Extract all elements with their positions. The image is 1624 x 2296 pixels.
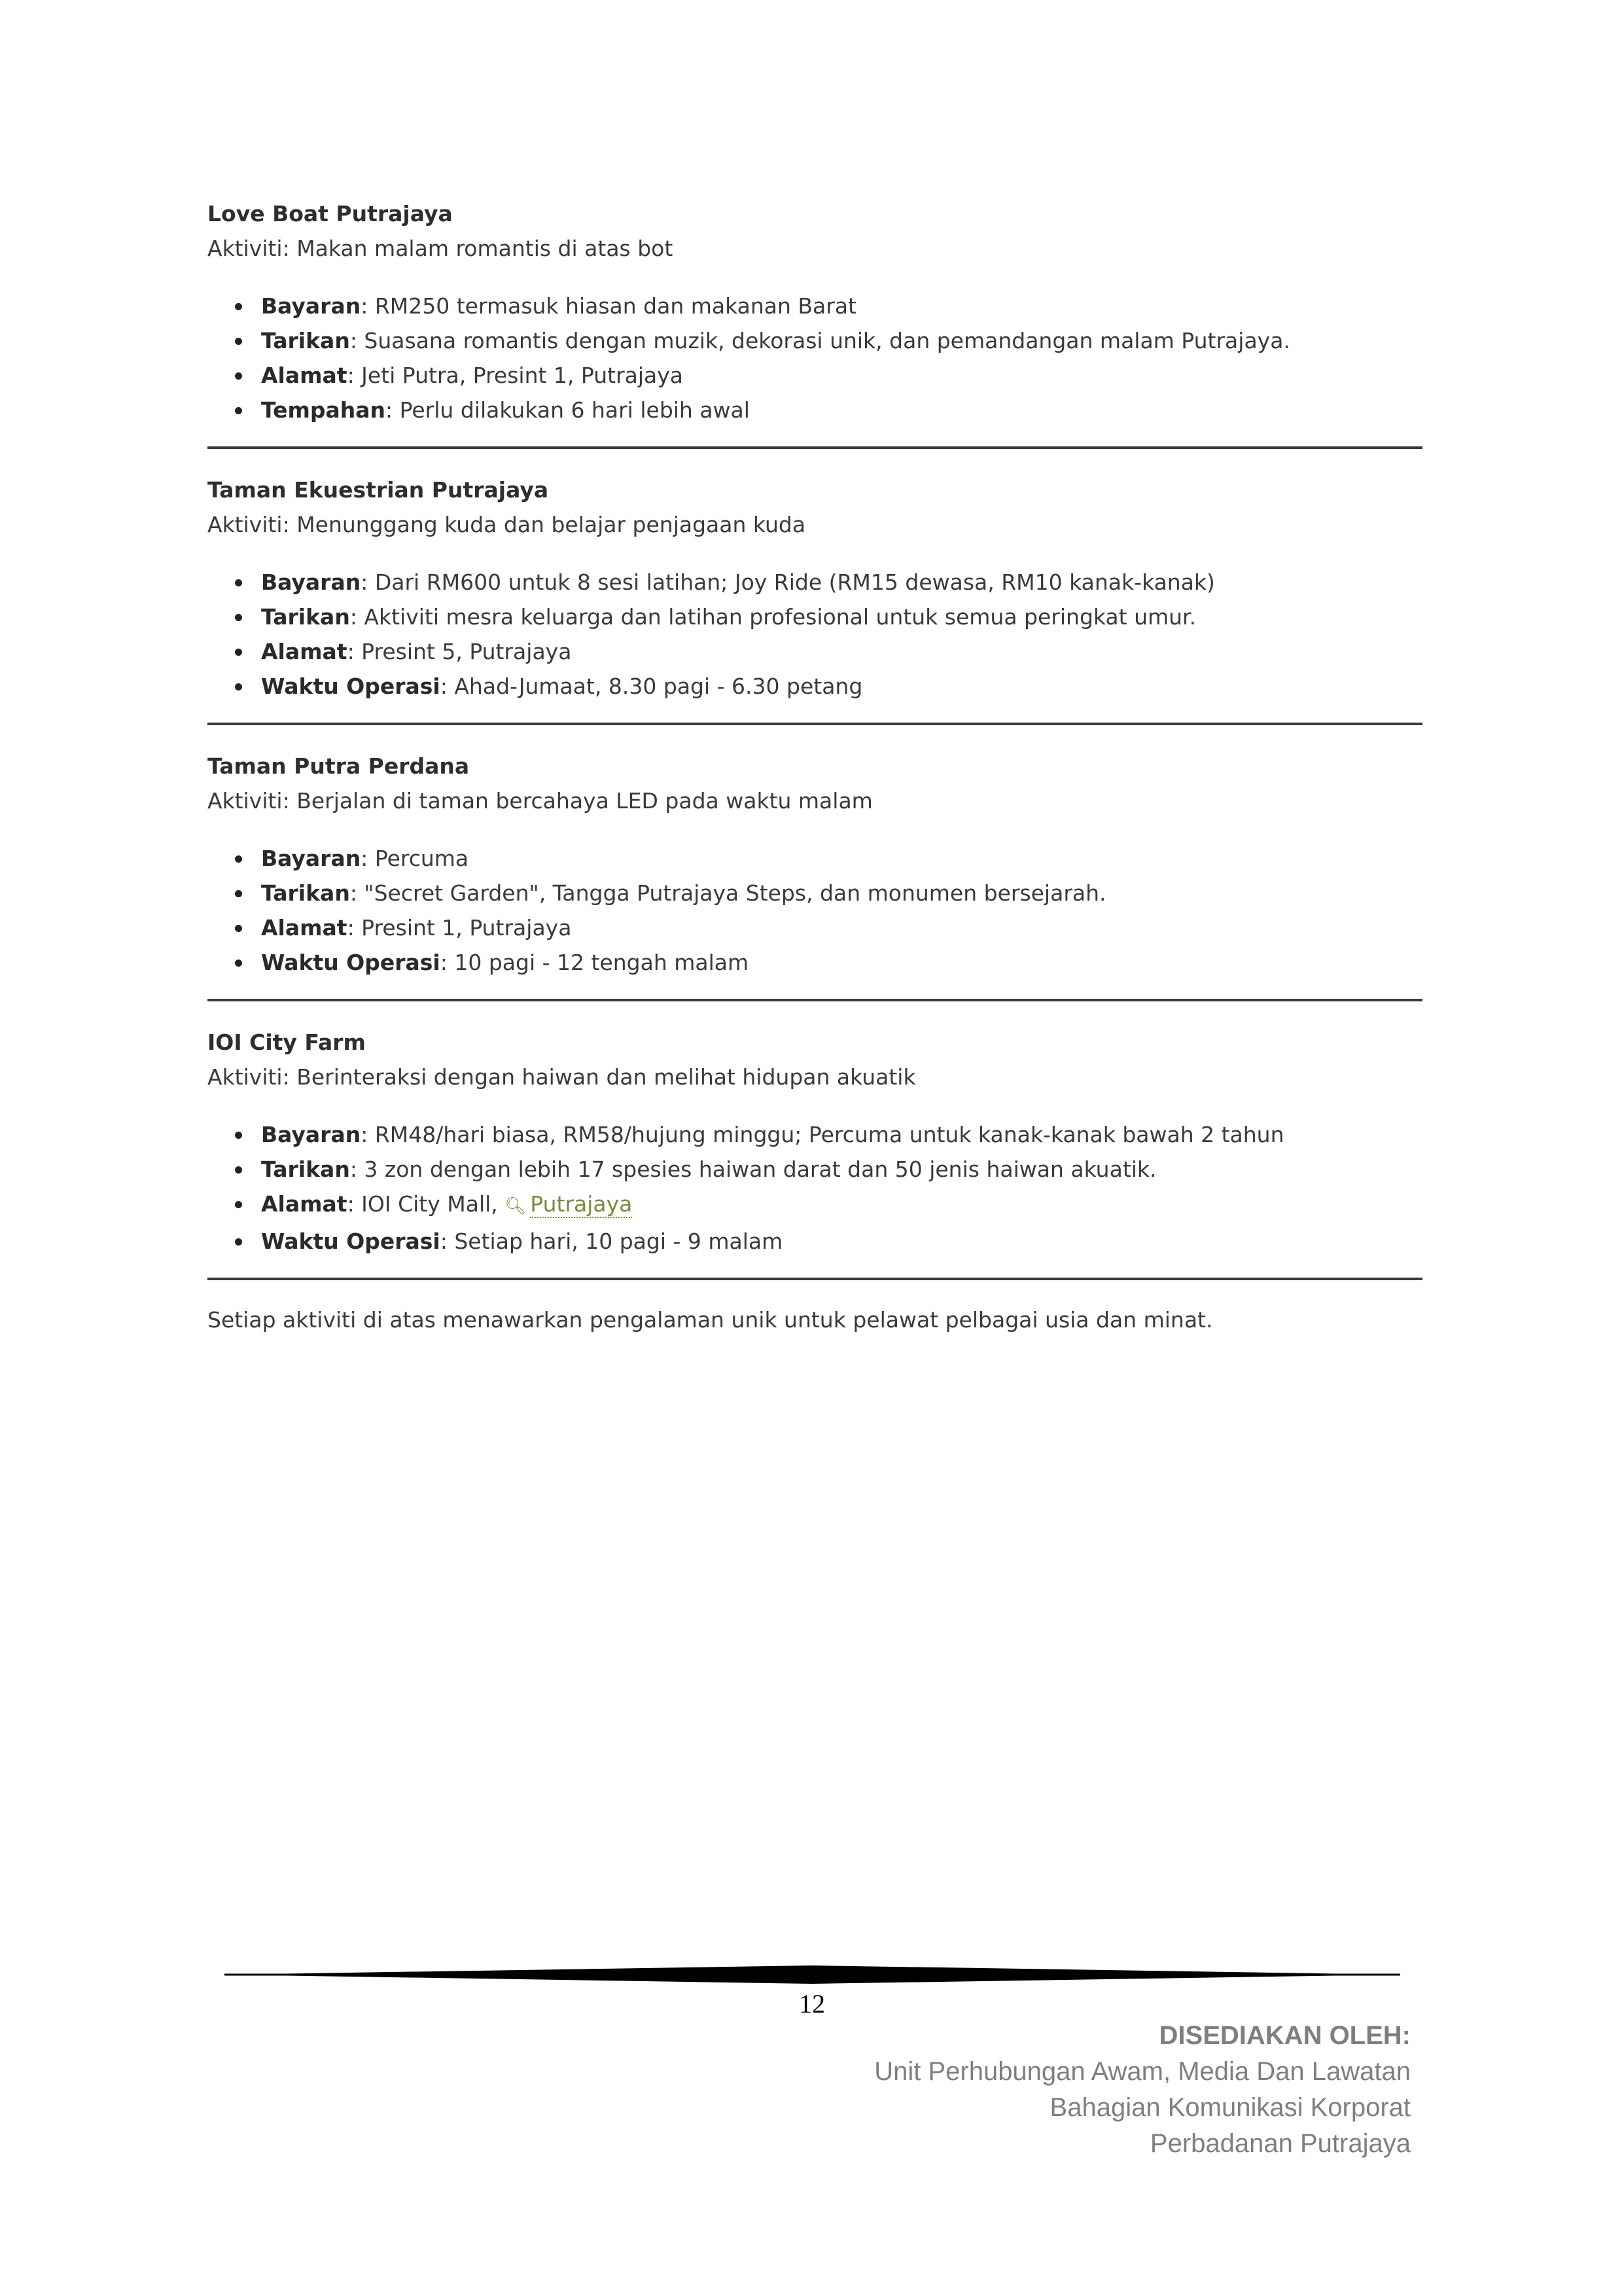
list-item	[261, 876, 1422, 910]
item-text: : 10 pagi - 12 tengah malam	[440, 950, 749, 975]
item-label: Tempahan	[261, 397, 386, 423]
item-text: : "Secret Garden", Tangga Putrajaya Steps, dan monumen bersejarah.	[349, 880, 1106, 906]
section-title: Taman Putra Perdana	[207, 753, 470, 779]
list-item	[261, 323, 1422, 358]
item-text: : Ahad-Jumaat, 8.30 pagi - 6.30 petang	[440, 673, 863, 699]
prepared-by-label: DISEDIAKAN OLEH:	[1159, 2021, 1411, 2050]
item-text: : IOI City Mall,	[347, 1191, 505, 1217]
item-label: Tarikan	[261, 604, 350, 630]
section-divider	[207, 446, 1422, 449]
detail-list	[207, 289, 1422, 427]
list-item	[261, 945, 1422, 980]
prepared-by-line: Bahagian Komunikasi Korporat	[1050, 2093, 1411, 2122]
item-text: : Setiap hari, 10 pagi - 9 malam	[440, 1229, 783, 1254]
detail-list	[207, 841, 1422, 980]
prepared-by-line: Unit Perhubungan Awam, Media Dan Lawatan	[874, 2057, 1411, 2086]
section-title: Love Boat Putrajaya	[207, 201, 453, 226]
item-label: Alamat	[261, 1191, 347, 1217]
item-text: : Percuma	[361, 846, 469, 871]
item-label: Waktu Operasi	[261, 950, 440, 975]
section-divider	[207, 999, 1422, 1001]
footer-divider	[224, 1965, 1400, 1984]
item-label: Waktu Operasi	[261, 1229, 440, 1254]
item-text: : Perlu dilakukan 6 hari lebih awal	[385, 397, 750, 423]
list-item	[261, 1187, 1422, 1224]
prepared-by-block	[874, 2018, 1411, 2162]
item-text: : Jeti Putra, Presint 1, Putrajaya	[347, 363, 683, 388]
item-label: Alamat	[261, 639, 347, 664]
section-divider	[207, 1278, 1422, 1280]
page-number: 12	[799, 1989, 825, 2018]
list-item	[261, 1117, 1422, 1152]
item-text: : RM250 termasuk hiasan dan makanan Barat	[361, 293, 856, 319]
closing-paragraph: Setiap aktiviti di atas menawarkan pengalaman unik untuk pelawat pelbagai usia dan minat.	[207, 1307, 1213, 1333]
section-taman-ekuestrian	[207, 476, 1422, 704]
item-text: : 3 zon dengan lebih 17 spesies haiwan darat dan 50 jenis haiwan akuatik.	[349, 1157, 1157, 1182]
list-item	[261, 1152, 1422, 1187]
activity-line: Aktiviti: Menunggang kuda dan belajar penjagaan kuda	[207, 512, 806, 537]
list-item	[261, 669, 1422, 704]
activity-line: Aktiviti: Berinteraksi dengan haiwan dan melihat hidupan akuatik	[207, 1064, 916, 1090]
list-item	[261, 565, 1422, 600]
item-text: : Presint 5, Putrajaya	[347, 639, 572, 664]
search-icon: 🔍︎	[504, 1196, 527, 1216]
item-label: Alamat	[261, 363, 347, 388]
section-title: Taman Ekuestrian Putrajaya	[207, 477, 549, 503]
activity-line: Aktiviti: Berjalan di taman bercahaya LED pada waktu malam	[207, 788, 873, 814]
section-title: IOI City Farm	[207, 1030, 366, 1055]
document-body	[207, 200, 1422, 1334]
list-item	[261, 634, 1422, 669]
activity-line: Aktiviti: Makan malam romantis di atas bot	[207, 236, 673, 261]
item-text: : Dari RM600 untuk 8 sesi latihan; Joy Ride (RM15 dewasa, RM10 kanak-kanak)	[361, 569, 1215, 595]
item-label: Waktu Operasi	[261, 673, 440, 699]
list-item	[261, 910, 1422, 945]
section-love-boat	[207, 200, 1422, 427]
item-label: Tarikan	[261, 328, 350, 353]
list-item	[261, 358, 1422, 393]
section-ioi-city-farm	[207, 1029, 1422, 1259]
item-label: Bayaran	[261, 569, 361, 595]
item-label: Tarikan	[261, 1157, 350, 1182]
list-item	[261, 289, 1422, 323]
detail-list	[207, 1117, 1422, 1259]
list-item	[261, 1224, 1422, 1259]
map-link[interactable]: Putrajaya	[530, 1191, 633, 1217]
list-item	[261, 841, 1422, 876]
detail-list	[207, 565, 1422, 704]
item-text: : Suasana romantis dengan muzik, dekorasi unik, dan pemandangan malam Putrajaya.	[349, 328, 1290, 353]
item-label: Bayaran	[261, 293, 361, 319]
item-text: : Presint 1, Putrajaya	[347, 915, 572, 941]
list-item	[261, 600, 1422, 634]
item-text: : RM48/hari biasa, RM58/hujung minggu; Percuma untuk kanak-kanak bawah 2 tahun	[361, 1122, 1284, 1147]
prepared-by-line: Perbadanan Putrajaya	[1150, 2129, 1411, 2158]
list-item	[261, 393, 1422, 427]
item-label: Bayaran	[261, 846, 361, 871]
item-text: : Aktiviti mesra keluarga dan latihan profesional untuk semua peringkat umur.	[349, 604, 1197, 630]
item-label: Tarikan	[261, 880, 350, 906]
item-label: Bayaran	[261, 1122, 361, 1147]
section-taman-putra-perdana	[207, 753, 1422, 980]
section-divider	[207, 723, 1422, 725]
item-label: Alamat	[261, 915, 347, 941]
